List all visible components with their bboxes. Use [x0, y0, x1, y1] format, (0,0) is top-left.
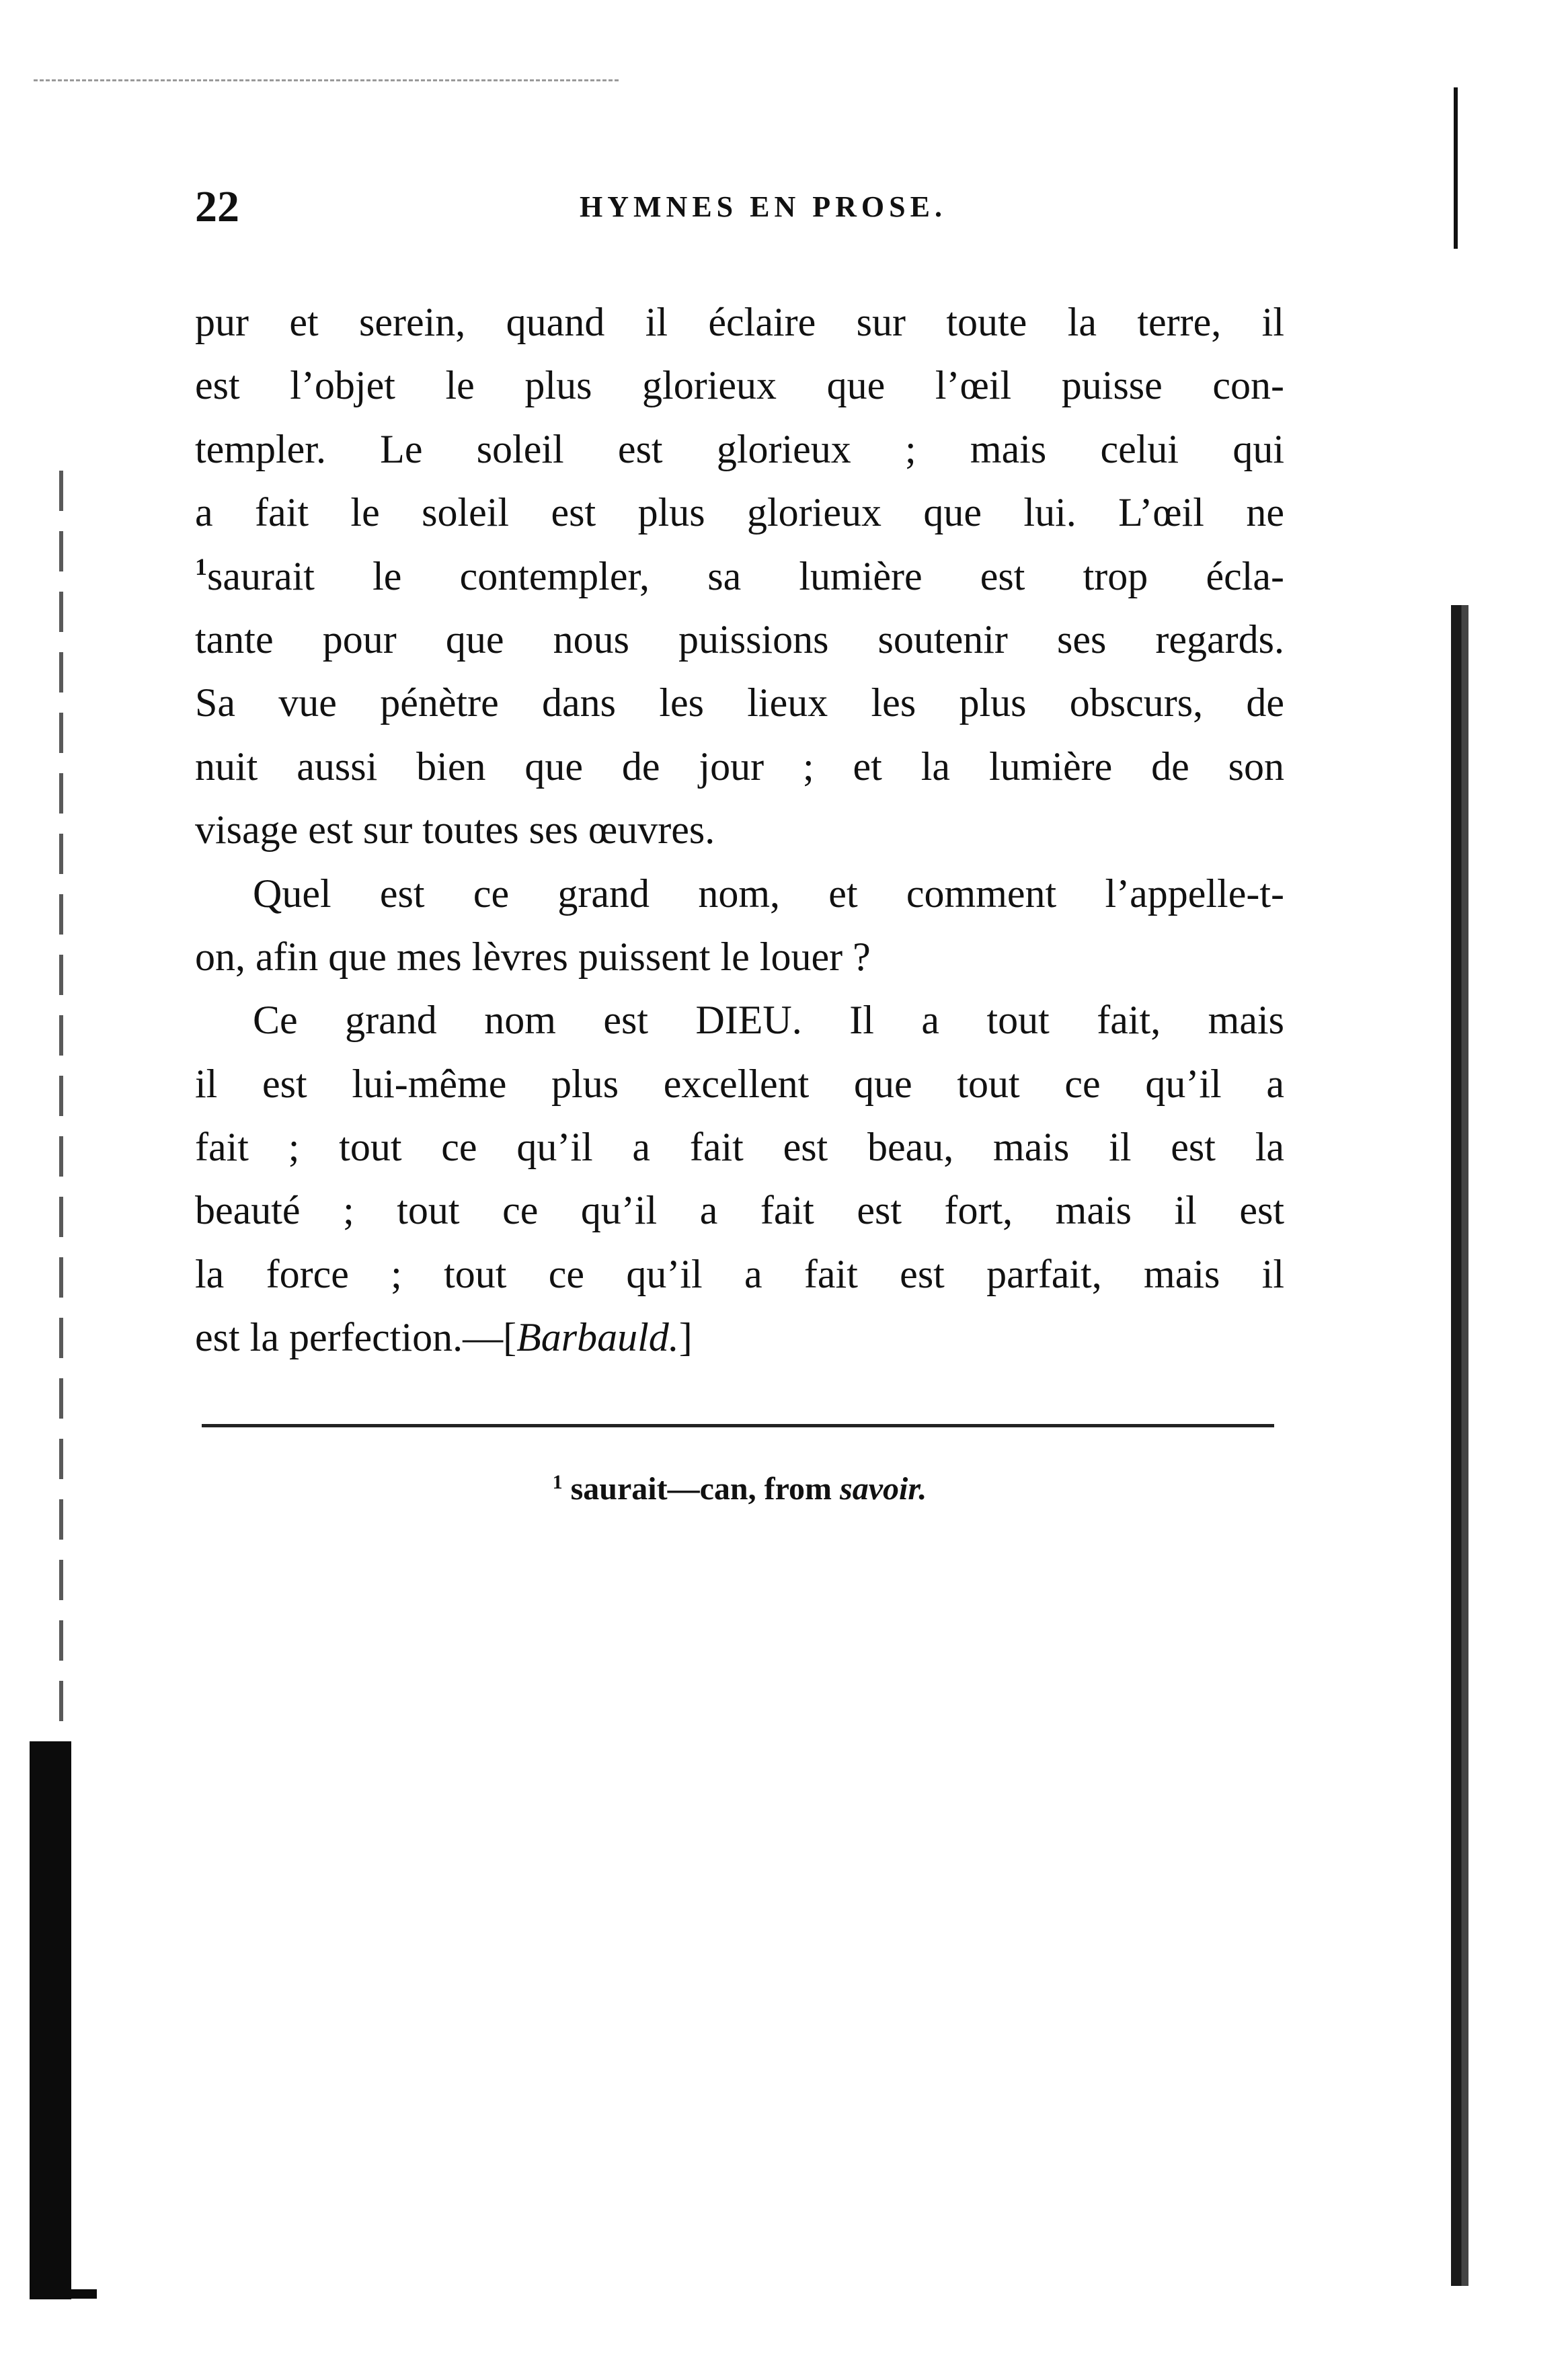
- footnote-term: savoir.: [840, 1471, 927, 1507]
- citation: Barbauld.: [516, 1315, 679, 1360]
- text-line: beauté ; tout ce qu’il a fait est fort, mais il est: [195, 1188, 1284, 1233]
- running-title: HYMNES EN PROSE.: [580, 190, 947, 223]
- body-text: [195, 290, 1284, 1370]
- text-line: pur et serein, quand il éclaire sur toute la terre, il: [195, 300, 1284, 344]
- text-line: $^1$saurait le contempler, sa lumière est trop écla-: [195, 553, 1284, 598]
- text-line: Ce grand nom est DIEU. Il a tout fait, mais: [253, 998, 1284, 1043]
- footnote-rule: [202, 1424, 1274, 1427]
- running-head: [195, 180, 1284, 234]
- text-line: nuit aussi bien que de jour ; et la lumière de son: [195, 744, 1284, 789]
- text-line: a fait le soleil est plus glorieux que lui. L’œil ne: [195, 490, 1284, 535]
- scan-top-rule: [34, 79, 619, 81]
- text-line: Sa vue pénètre dans les lieux les plus obscurs, de: [195, 680, 1284, 725]
- binding-edge-right: [1451, 605, 1468, 2286]
- footnote-text: saurait—can, from: [570, 1471, 840, 1507]
- text-line: Quel est ce grand nom, et comment l’appelle-t-: [253, 871, 1284, 916]
- text-line: fait ; tout ce qu’il a fait est beau, mais il est la: [195, 1125, 1284, 1170]
- text-line: tante pour que nous puissions soutenir ses regards.: [195, 617, 1284, 662]
- binding-shadow-left: [30, 1741, 71, 2299]
- text-line: visage est sur toutes ses œuvres.: [195, 807, 715, 853]
- binding-shadow-left-base: [30, 2289, 97, 2299]
- binding-edge-left: [59, 471, 63, 1748]
- footnote-reference: 1: [195, 553, 207, 580]
- text-line: est la perfection.—[Barbauld.]: [195, 1315, 693, 1360]
- text-line: il est lui-même plus excellent que tout ce qu’il a: [195, 1061, 1284, 1106]
- text-line: est l’objet le plus glorieux que l’œil puisse con-: [195, 363, 1284, 408]
- footnote: [195, 1466, 1284, 1513]
- text-line: on, afin que mes lèvres puissent le louer ?: [195, 934, 871, 979]
- page-number: 22: [195, 182, 239, 231]
- text-line: templer. Le soleil est glorieux ; mais celui qui: [195, 426, 1284, 471]
- binding-edge-right-top: [1454, 87, 1458, 249]
- text-line: la force ; tout ce qu’il a fait est parfait, mais il: [195, 1251, 1284, 1296]
- footnote-marker: 1: [552, 1471, 563, 1493]
